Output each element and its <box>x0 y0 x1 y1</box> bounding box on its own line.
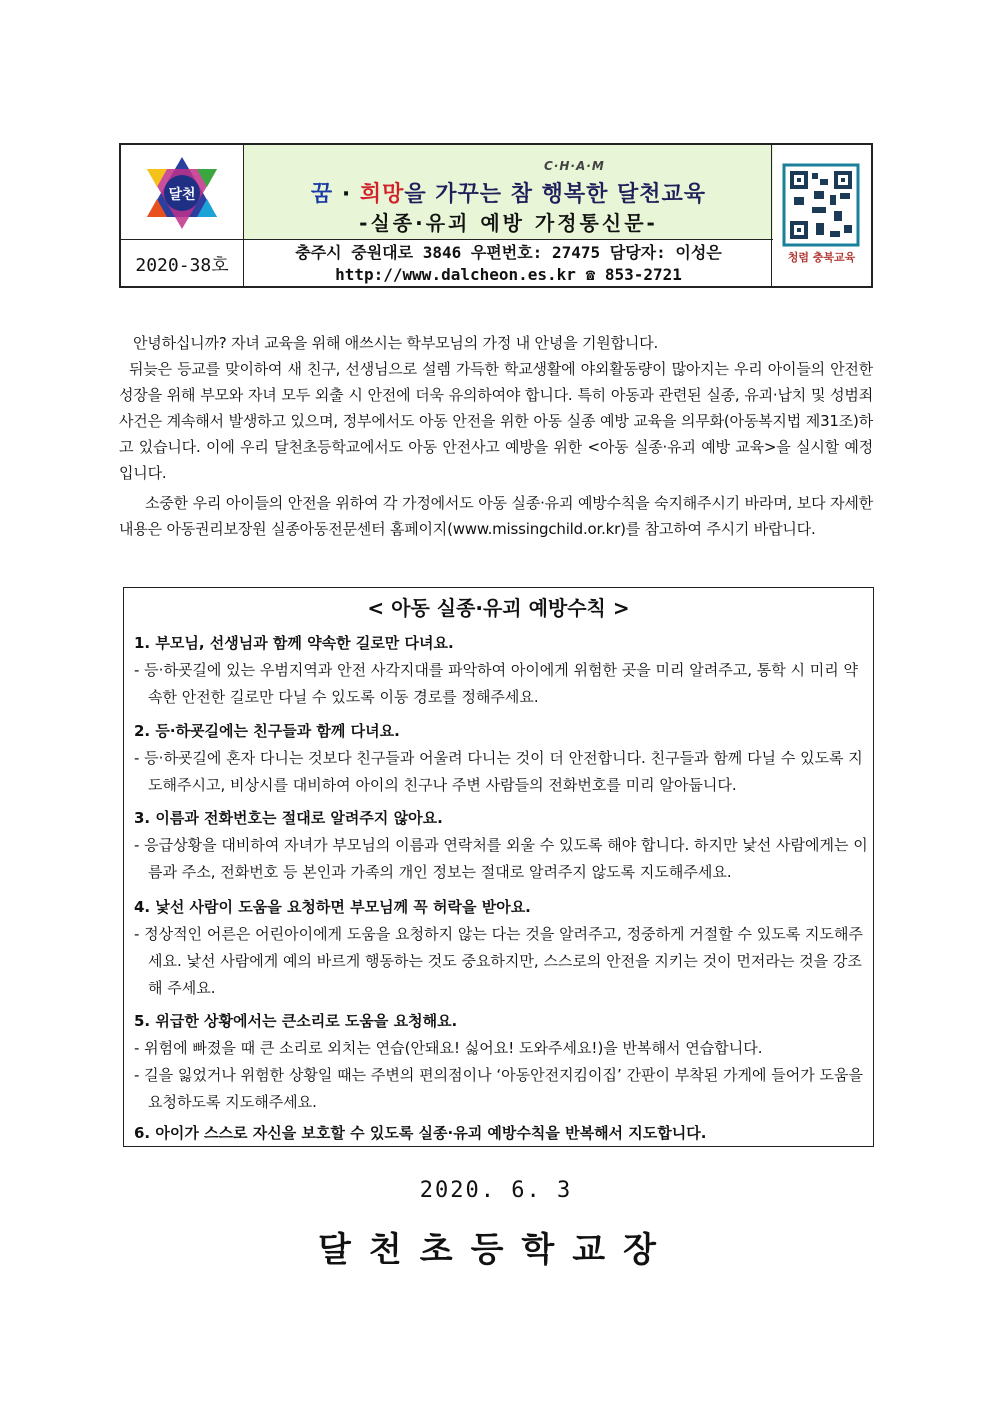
intro-paragraph-1: 안녕하십니까? 자녀 교육을 위해 애쓰시는 학부모님의 가정 내 안녕을 기원합니다. <box>133 334 659 352</box>
slogan-part: 행복한 달천교육 <box>541 182 707 207</box>
principal-signature: 달천초등학교장 <box>318 1230 674 1270</box>
logo-text: 달천 <box>168 187 196 203</box>
qr-caption: 청렴 충북교육 <box>787 251 856 264</box>
slogan-part: 희망 <box>359 182 405 207</box>
school-logo <box>121 145 244 240</box>
title-cell <box>244 145 773 240</box>
rule-detail: - 위험에 빠졌을 때 큰 소리로 외치는 연습(안돼요! 싫어요! 도와주세요!)을 반복해서 연습합니다. <box>134 1039 763 1057</box>
school-logo-cell <box>121 145 244 240</box>
rule-heading: 5. 위급한 상황에서는 큰소리로 도움을 요청해요. <box>134 1012 458 1030</box>
rule-item <box>134 1008 869 1116</box>
rule-heading: 6. 아이가 스스로 자신을 보호할 수 있도록 실종·유괴 예방수칙을 반복해서 지도합니다. <box>134 1124 707 1142</box>
rule-item <box>134 1120 869 1147</box>
slogan-part: 을 가꾸는 참 <box>404 182 542 207</box>
rule-item <box>134 805 869 886</box>
prevention-rules-box <box>123 587 874 1147</box>
rule-item <box>134 718 869 799</box>
slogan-part: 꿈 <box>310 182 334 207</box>
contact-info <box>244 240 773 288</box>
rule-heading: 3. 이름과 전화번호는 절대로 알려주지 않아요. <box>134 809 443 827</box>
rule-item <box>134 630 869 711</box>
rule-item <box>134 894 869 1002</box>
intro-paragraph-2: 뒤늦은 등교를 맞이하여 새 친구, 선생님으로 설렘 가득한 학교생활에 야외활동량이 많아지는 우리 아이들의 안전한 성장을 위해 부모와 자녀 모두 외출 시 안전에 더욱 유의하여야 합니다. 특히 아동과 관련된 실종, 유괴·납치 및 성범죄 사건은 계속해서 발생하고 있으며, 정부에서도 아동 안전을 위한 아동 실종 예방 교육을 의무화(아동복지법 제31조)하고 있습니다. 이에 우리 달천초등학교에서도 아동 안전사고 예방을 위한 <아동 실종·유괴 예방 교육>을 실시할 예정입니다. <box>119 360 873 482</box>
rule-detail: - 길을 잃었거나 위험한 상황일 때는 주변의 편의점이나 ‘아동안전지킴이집’ 간판이 부착된 가게에 들어가 도움을 요청하도록 지도해주세요. <box>134 1066 863 1111</box>
newsletter-subtitle: -실종·유괴 예방 가정통신문- <box>359 211 658 235</box>
issue-number: 2020-38호 <box>121 240 244 288</box>
rules-title: < 아동 실종·유괴 예방수칙 > <box>367 596 630 620</box>
website-phone-line: http://www.dalcheon.es.kr ☎ 853-2721 <box>335 265 682 284</box>
rule-detail: - 정상적인 어른은 어린아이에게 도움을 요청하지 않는 다는 것을 알려주고, 정중하게 거절할 수 있도록 지도해주세요. 낯선 사람에게 예의 바르게 행동하는 것도 중요하지만, 스스로의 안전을 지키는 것이 먼저라는 것을 강조해 주세요. <box>134 925 863 997</box>
address-line: 충주시 중원대로 3846 우편번호: 27475 담당자: 이성은 <box>295 243 722 262</box>
cham-mark: C·H·A·M <box>544 159 605 173</box>
rule-heading: 1. 부모님, 선생님과 함께 약속한 길로만 다녀요. <box>134 634 454 652</box>
rule-detail: - 응급상황을 대비하여 자녀가 부모님의 이름과 연락처를 외울 수 있도록 해야 합니다. 하지만 낯선 사람에게는 이름과 주소, 전화번호 등 본인과 가족의 개인 정보는 절대로 알려주지 않도록 지도해주세요. <box>134 836 868 881</box>
rule-detail: - 등·하굣길에 혼자 다니는 것보다 친구들과 어울려 다니는 것이 더 안전합니다. 친구들과 함께 다닐 수 있도록 지도해주시고, 비상시를 대비하여 아이의 친구나 주변 사람들의 전화번호를 미리 알아둡니다. <box>134 749 863 794</box>
issue-date: 2020. 6. 3 <box>419 1178 573 1203</box>
rule-heading: 4. 낯선 사람이 도움을 요청하면 부모님께 꼭 허락을 받아요. <box>134 898 531 916</box>
qr-code-icon <box>772 145 870 288</box>
newsletter-slogan <box>244 177 773 208</box>
letterhead <box>119 143 873 288</box>
slogan-part: · <box>333 182 360 207</box>
rule-detail: - 등·하굣길에 있는 우범지역과 안전 사각지대를 파악하여 아이에게 위험한 곳을 미리 알려주고, 통학 시 미리 약속한 안전한 길로만 다닐 수 있도록 이동 경로를 정해주세요. <box>134 661 859 706</box>
qr-cell <box>771 145 871 288</box>
rule-heading: 2. 등·하굣길에는 친구들과 함께 다녀요. <box>134 722 400 740</box>
intro-paragraph-3: 소중한 우리 아이들의 안전을 위하여 각 가정에서도 아동 실종·유괴 예방수칙을 숙지해주시기 바라며, 보다 자세한 내용은 아동권리보장원 실종아동전문센터 홈페이지(www.missingchild.or.kr)를 참고하여 주시기 바랍니다. <box>119 494 873 538</box>
